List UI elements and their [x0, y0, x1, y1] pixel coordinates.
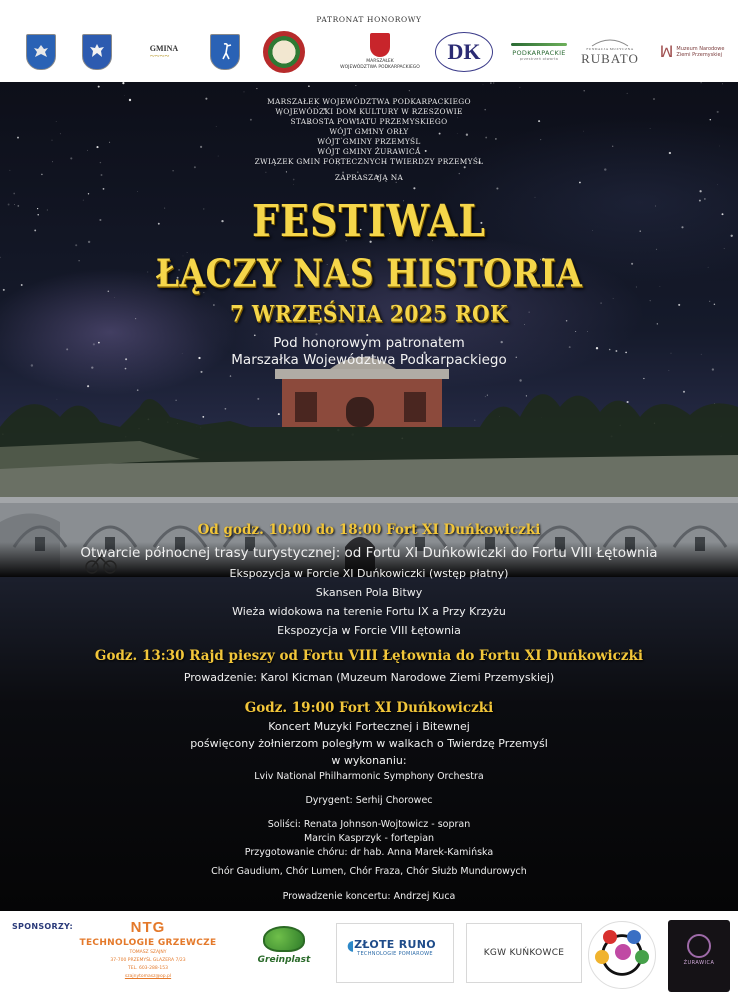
ntg-tel: TEL. 603-288-153 — [128, 966, 168, 971]
muzeum-logo-line1: Muzeum Narodowe — [676, 46, 725, 52]
sponsors-strip — [0, 911, 738, 1000]
concert-line: Koncert Muzyki Fortecznej i Bitewnej — [268, 720, 470, 733]
gmina-logo — [138, 30, 190, 74]
star — [496, 187, 498, 189]
muzeum-logo — [652, 30, 732, 74]
drop-icon: ◖ — [347, 938, 355, 954]
star — [355, 85, 356, 86]
soloist: Soliści: Renata Johnson-Wojtowicz - sopran — [267, 819, 471, 830]
festival-title: FESTIWAL — [252, 194, 486, 247]
folk-embroidery-logo-icon — [588, 921, 656, 989]
rubato-logo-top: FUNDACJA MUZYCZNA — [586, 47, 634, 51]
star — [409, 90, 410, 91]
star — [722, 84, 723, 85]
podkarpackie-wave-icon — [511, 43, 567, 46]
wdk-logo — [432, 30, 496, 74]
star — [483, 85, 484, 86]
zurawica-crest-icon — [208, 30, 242, 74]
honorary-patronage — [0, 335, 738, 369]
zlote-runo-sub: TECHNOLOGIE POMIAROWE — [357, 951, 433, 957]
star — [613, 298, 614, 299]
star — [587, 331, 588, 332]
choir-preparation: Przygotowanie chóru: dr hab. Anna Marek-Kamińska — [244, 847, 494, 858]
inviter-line: ZWIĄZEK GMIN FORTECZNYCH TWIERDZY PRZEMYŚL — [254, 157, 484, 166]
block1-item: Otwarcie północnej trasy turystycznej: od Fortu XI Duńkowiczki do Fortu VIII Łętownia — [80, 545, 658, 561]
star — [122, 82, 124, 84]
festival-date: 7 WRZEŚNIA 2025 ROK — [230, 300, 508, 328]
kgw-kunkowce-logo: KGW KUŃKOWCE — [466, 923, 582, 983]
podkarpackie-logo — [504, 30, 574, 74]
festival-poster — [0, 82, 738, 911]
inviter-line: MARSZAŁEK WOJEWÓDZTWA PODKARPACKIEGO — [267, 97, 471, 106]
star — [520, 87, 521, 88]
sponsors-label: SPONSORZY: — [12, 922, 73, 931]
podkarpackie-crest-icon — [370, 33, 390, 57]
fort-illustration — [0, 347, 738, 577]
ntg-address: 37-700 PRZEMYŚL GLAZERA 7/23 — [110, 958, 186, 963]
inviter-line: STAROSTA POWIATU PRZEMYSKIEGO — [290, 117, 448, 126]
ntg-email: szajnytomasz@op.pl — [124, 974, 172, 979]
zurawica-logo — [668, 920, 730, 992]
star — [656, 249, 657, 250]
block1-item: Ekspozycja w Forcie XI Duńkowiczki (wstęp płatny) — [229, 567, 509, 580]
star — [490, 82, 491, 83]
greinplast-logo — [244, 926, 324, 965]
honorary-line1: Pod honorowym patronatem — [273, 335, 465, 351]
podkarpackie-logo-text: PODKARPACKIE — [512, 49, 566, 57]
inviter-line: WÓJT GMINY ŻURAWICA — [317, 147, 421, 156]
star — [583, 90, 584, 91]
star — [701, 82, 702, 83]
orchestra-name: Lviv National Philharmonic Symphony Orchestra — [254, 771, 484, 782]
block1-item: Skansen Pola Bitwy — [315, 586, 423, 599]
block1-heading: Od godz. 10:00 do 18:00 Fort XI Duńkowiczki — [197, 522, 541, 538]
concert-line: w wykonaniu: — [331, 754, 407, 767]
block1-item: Ekspozycja w Forcie VIII Łętownia — [277, 624, 461, 637]
invite-word: ZAPRASZAJĄ NA — [334, 173, 404, 182]
star — [293, 184, 294, 185]
soloist: Marcin Kasprzyk - fortepian — [303, 833, 435, 844]
star — [103, 188, 105, 190]
patronat-label: PATRONAT HONOROWY — [316, 15, 422, 24]
ntg-mark: NTG — [130, 919, 166, 936]
fortress-union-seal-icon — [260, 30, 308, 74]
crane-ring-icon — [687, 934, 711, 958]
star — [493, 83, 494, 84]
inviter-line: WOJEWÓDZKI DOM KULTURY W RZESZOWIE — [275, 107, 463, 116]
block2-item: Prowadzenie: Karol Kicman (Muzeum Narodowe Ziemi Przemyskiej) — [183, 671, 555, 684]
rubato-logo-name: RUBATO — [581, 51, 639, 66]
block3-heading: Godz. 19:00 Fort XI Duńkowiczki — [244, 700, 494, 716]
marszalek-logo-line2: WOJEWÓDZTWA PODKARPACKIEGO — [340, 65, 420, 70]
crane-shield-icon — [210, 34, 240, 70]
podkarpackie-logo-sub: przestrzeń otwarta — [519, 57, 559, 61]
dk-logo-mark: DK — [435, 32, 493, 72]
przemysl-county-crest-icon — [24, 30, 58, 74]
turtle-icon — [263, 926, 305, 952]
marszalek-logo — [334, 30, 426, 74]
star — [308, 85, 310, 87]
zurawica-label: ŻURAWICA — [683, 960, 715, 966]
greinplast-label: Greinplast — [257, 955, 311, 965]
patronage-header — [0, 0, 738, 82]
gmina-logo-text: GMINA — [149, 43, 179, 53]
star — [717, 184, 718, 185]
eagle-shield-icon — [26, 34, 56, 70]
honorary-line2: Marszałka Województwa Podkarpackiego — [231, 352, 507, 368]
zlote-runo-name: ZŁOTE RUNO — [354, 938, 436, 951]
star — [137, 191, 138, 192]
star — [244, 92, 245, 93]
star — [256, 88, 257, 89]
inviters-list — [0, 97, 738, 183]
star — [575, 331, 576, 332]
ntg-sponsor-logo — [72, 919, 224, 980]
gmina-crest-icon — [80, 30, 114, 74]
star — [98, 86, 100, 88]
muzeum-logo-line2: Ziemi Przemyskiej — [676, 52, 722, 58]
choirs: Chór Gaudium, Chór Lumen, Chór Fraza, Chór Służb Mundurowych — [211, 866, 527, 877]
inviter-line: WÓJT GMINY PRZEMYŚL — [317, 137, 421, 146]
festival-subtitle: ŁĄCZY NAS HISTORIA — [155, 251, 583, 296]
concert-line: poświęcony żołnierzom poległym w walkach o Twierdzę Przemyśl — [190, 737, 548, 750]
star — [124, 95, 125, 96]
star — [724, 248, 725, 249]
rubato-logo — [578, 30, 642, 74]
star — [413, 187, 415, 189]
eagle-shield-icon — [82, 34, 112, 70]
zlote-runo-logo — [336, 923, 454, 983]
star — [699, 190, 701, 192]
ntg-owner: TOMASZ SZAJNY — [129, 950, 167, 955]
star — [627, 93, 628, 94]
concert-host: Prowadzenie koncertu: Andrzej Kuca — [282, 891, 456, 902]
block2-heading: Godz. 13:30 Rajd pieszy od Fortu VIII Łętownia do Fortu XI Duńkowiczki — [94, 648, 644, 664]
block1-item: Wieża widokowa na terenie Fortu IX a Przy Krzyżu — [232, 605, 506, 618]
gmina-logo-scribble: ~~~~ — [149, 50, 170, 61]
star — [114, 297, 115, 298]
conductor: Dyrygent: Serhij Chorowec — [305, 795, 433, 806]
rubato-arc-icon — [590, 37, 630, 47]
ntg-name: TECHNOLOGIE GRZEWCZE — [79, 938, 217, 948]
muzeum-w-icon: ꟽ — [659, 42, 674, 61]
marszalek-logo-line1: MARSZAŁEK — [366, 59, 394, 64]
inviter-line: WÓJT GMINY ORŁY — [329, 127, 409, 136]
